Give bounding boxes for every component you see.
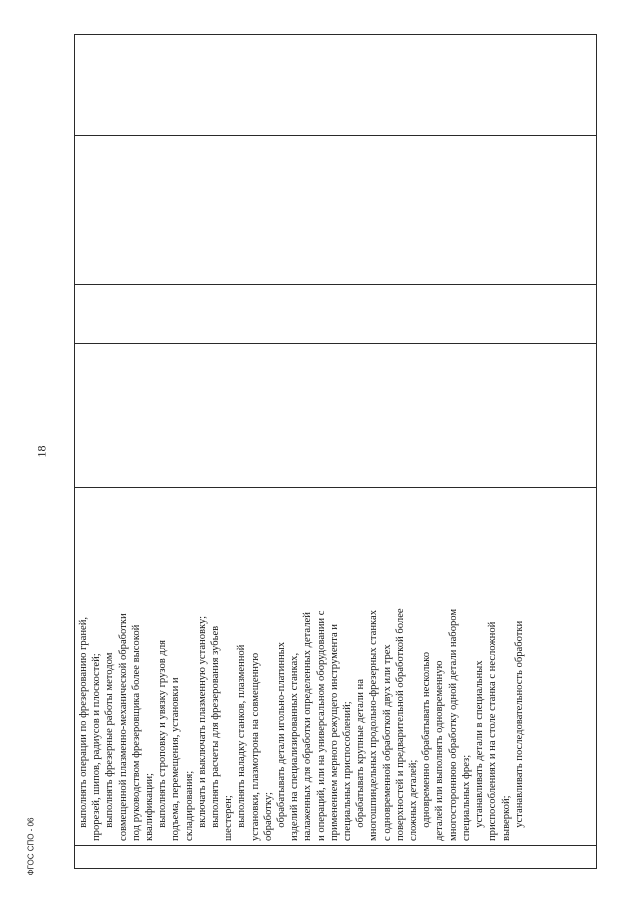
text-line: совмещенной плазменно-механической обработки bbox=[117, 613, 129, 841]
text-line: специальных фрез; bbox=[460, 754, 472, 841]
text-line: установки, плазмотрона на совмещенную bbox=[249, 652, 261, 841]
table-column-divider bbox=[75, 135, 596, 136]
text-line: включать и выключать плазменную установку; bbox=[196, 615, 208, 841]
text-line: устанавливать детали в специальных bbox=[474, 660, 486, 841]
text-line: выполнять фрезерные работы методом bbox=[104, 652, 116, 841]
page-frame bbox=[74, 34, 597, 869]
skills-text-cell bbox=[77, 491, 595, 841]
text-line: устанавливать последовательность обработки bbox=[513, 620, 525, 841]
text-line: одновременно обрабатывать несколько bbox=[421, 651, 433, 841]
text-line: складирования; bbox=[183, 770, 195, 841]
text-line: приспособлениях и на столе станка с несложной bbox=[487, 621, 499, 841]
text-line: обрабатывать крупные детали на bbox=[355, 679, 367, 841]
text-line: выверкой; bbox=[500, 795, 512, 841]
text-line: налаженных для обработки определенных деталей bbox=[302, 612, 314, 841]
text-line: деталей или выполнять одновременную bbox=[434, 660, 446, 841]
text-line: выполнять расчеты для фрезерования зубьев bbox=[210, 625, 222, 841]
competency-table bbox=[74, 34, 597, 869]
text-line: обработку; bbox=[262, 792, 274, 841]
page-number: 18 bbox=[34, 445, 49, 458]
text-line: применением мерного режущего инструмента и bbox=[328, 624, 340, 841]
table-column-divider bbox=[75, 845, 596, 846]
text-line: многостороннюю обработку одной детали набором bbox=[447, 608, 459, 841]
text-line: под руководством фрезеровщика более высокой bbox=[130, 624, 142, 841]
text-line: выполнять операции по фрезерованию граней, bbox=[78, 616, 89, 841]
text-line: многошпиндельных продольно-фрезерных станках bbox=[368, 610, 380, 841]
table-column-divider bbox=[75, 487, 596, 488]
text-line: выполнять наладку станков, плазменной bbox=[236, 644, 248, 841]
text-line: выполнять строповку и увязку грузов для bbox=[157, 640, 169, 841]
text-line: квалификации; bbox=[144, 773, 156, 841]
text-line: сложных деталей; bbox=[408, 759, 420, 841]
text-line: поверхностей и предварительной обработкой более bbox=[394, 608, 406, 841]
text-line: с одновременной обработкой двух или трех bbox=[381, 644, 393, 841]
table-column-divider bbox=[75, 343, 596, 344]
text-line: и операций, или на универсальном оборудовании с bbox=[315, 610, 327, 841]
text-line: прорезей, шипов, радиусов и плоскостей; bbox=[91, 653, 103, 841]
text-line: изделий на специализированных станках, bbox=[289, 652, 301, 841]
text-line: подъема, перемещения, установки и bbox=[170, 677, 182, 841]
table-column-divider bbox=[75, 284, 596, 285]
document-footer: ФГОС СПО - 06 bbox=[26, 817, 36, 876]
text-line: обрабатывать детали игольно-платинных bbox=[276, 641, 288, 841]
text-line: специальных приспособлений; bbox=[342, 701, 354, 841]
text-line: шестерен; bbox=[223, 795, 235, 841]
